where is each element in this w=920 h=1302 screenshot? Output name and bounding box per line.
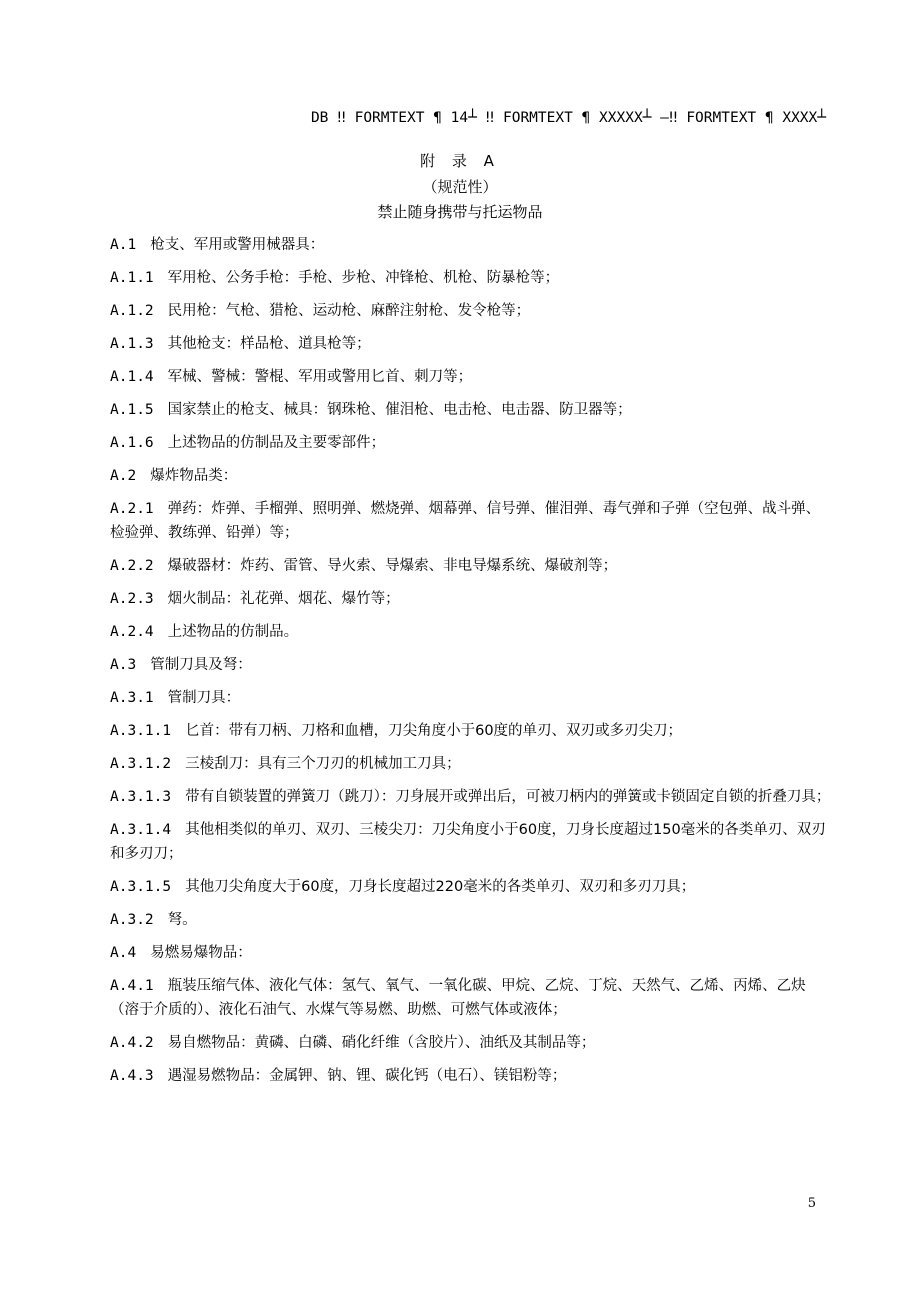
clause-item (110, 1064, 832, 1088)
clause-item (110, 398, 832, 422)
clause-item (110, 497, 832, 545)
clause-text: 其他枪支：样品枪、道具枪等； (167, 336, 371, 352)
clause-number: A.2.4 (110, 624, 154, 640)
clause-item (110, 785, 832, 809)
clause-number: A.3 (110, 657, 137, 673)
clause-item (110, 818, 832, 866)
clause-number: A.1.2 (110, 303, 154, 319)
clause-text: 易燃易爆物品： (150, 945, 252, 961)
clause-text: 国家禁止的枪支、械具：钢珠枪、催泪枪、电击枪、电击器、防卫器等； (167, 402, 632, 418)
standard-header-code: DB ‼ FORMTEXT ¶ 14┴ ‼ FORMTEXT ¶ XXXXX┴ —‼ FORMTEXT ¶ XXXX┴ (310, 110, 826, 126)
clause-number: A.1.4 (110, 369, 154, 385)
clause-text: 其他刀尖角度大于60度，刀身长度超过220毫米的各类单刃、双刃和多刃刀具； (185, 879, 696, 895)
clause-number: A.2 (110, 468, 137, 484)
clause-number: A.3.2 (110, 912, 154, 928)
clause-text: 爆炸物品类： (150, 468, 238, 484)
clause-item (110, 653, 832, 677)
clause-number: A.4.2 (110, 1035, 154, 1051)
clause-number: A.4.3 (110, 1068, 154, 1084)
clause-number: A.3.1.3 (110, 789, 172, 805)
clause-text: 匕首：带有刀柄、刀格和血槽，刀尖角度小于60度的单刃、双刃或多刃尖刀； (185, 723, 683, 739)
clause-text: 遇湿易燃物品：金属钾、钠、锂、碳化钙（电石）、镁铝粉等； (167, 1068, 567, 1084)
clause-text: 带有自锁装置的弹簧刀（跳刀）：刀身展开或弹出后，可被刀柄内的弹簧或卡锁固定自锁的折叠刀具； (185, 789, 831, 805)
clause-number: A.3.1.4 (110, 822, 172, 838)
clause-number: A.2.2 (110, 558, 154, 574)
clause-item (110, 332, 832, 356)
clause-number: A.3.1.1 (110, 723, 172, 739)
appendix-label: 附 录 A (420, 152, 500, 170)
appendix-title: 禁止随身携带与托运物品 (377, 203, 543, 221)
clause-number: A.1.5 (110, 402, 154, 418)
clause-text: 上述物品的仿制品及主要零部件； (167, 435, 386, 451)
clause-item (110, 941, 832, 965)
clause-item (110, 233, 832, 257)
clause-item (110, 620, 832, 644)
clause-text: 爆破器材：炸药、雷管、导火索、导爆索、非电导爆系统、爆破剂等； (167, 558, 618, 574)
clause-number: A.4.1 (110, 978, 154, 994)
appendix-content (110, 233, 832, 1097)
clause-text: 弩。 (167, 912, 197, 928)
clause-item (110, 908, 832, 932)
clause-text: 瓶装压缩气体、液化气体：氢气、氧气、一氧化碳、甲烷、乙烷、丁烷、天然气、乙烯、丙烯、乙炔（溶于介质的）、液化石油气、水煤气等易燃、助燃、可燃气体或液体； (110, 978, 806, 1018)
clause-text: 上述物品的仿制品。 (167, 624, 299, 640)
clause-item (110, 365, 832, 389)
clause-item (110, 587, 832, 611)
appendix-type: （规范性） (422, 178, 498, 196)
clause-item (110, 554, 832, 578)
clause-item (110, 974, 832, 1022)
clause-item (110, 875, 832, 899)
clause-number: A.3.1.5 (110, 879, 172, 895)
clause-number: A.3.1 (110, 690, 154, 706)
clause-text: 其他相类似的单刃、双刃、三棱尖刀：刀尖角度小于60度，刀身长度超过150毫米的各类单刃、双刃和多刃刀； (110, 822, 826, 862)
page-number: 5 (807, 1196, 816, 1211)
clause-text: 军械、警械：警棍、军用或警用匕首、刺刀等； (167, 369, 473, 385)
clause-item (110, 464, 832, 488)
clause-item (110, 719, 832, 743)
clause-text: 枪支、军用或警用械器具： (150, 237, 325, 253)
clause-text: 弹药：炸弹、手榴弹、照明弹、燃烧弹、烟幕弹、信号弹、催泪弹、毒气弹和子弹（空包弹、战斗弹、检验弹、教练弹、铅弹）等； (110, 501, 821, 541)
clause-text: 三棱刮刀：具有三个刀刃的机械加工刀具； (185, 756, 461, 772)
clause-number: A.2.3 (110, 591, 154, 607)
clause-text: 烟火制品：礼花弹、烟花、爆竹等； (167, 591, 400, 607)
clause-number: A.1 (110, 237, 137, 253)
clause-number: A.2.1 (110, 501, 154, 517)
clause-number: A.1.3 (110, 336, 154, 352)
clause-number: A.1.6 (110, 435, 154, 451)
clause-text: 管制刀具： (167, 690, 241, 706)
clause-item (110, 1031, 832, 1055)
clause-text: 管制刀具及弩： (150, 657, 252, 673)
clause-item (110, 266, 832, 290)
clause-number: A.4 (110, 945, 137, 961)
clause-item (110, 686, 832, 710)
clause-text: 易自燃物品：黄磷、白磷、硝化纤维（含胶片）、油纸及其制品等； (167, 1035, 596, 1051)
clause-item (110, 299, 832, 323)
clause-number: A.1.1 (110, 270, 154, 286)
clause-text: 军用枪、公务手枪：手枪、步枪、冲锋枪、机枪、防暴枪等； (167, 270, 560, 286)
clause-number: A.3.1.2 (110, 756, 172, 772)
clause-text: 民用枪：气枪、猎枪、运动枪、麻醉注射枪、发令枪等； (167, 303, 531, 319)
clause-item (110, 752, 832, 776)
clause-item (110, 431, 832, 455)
